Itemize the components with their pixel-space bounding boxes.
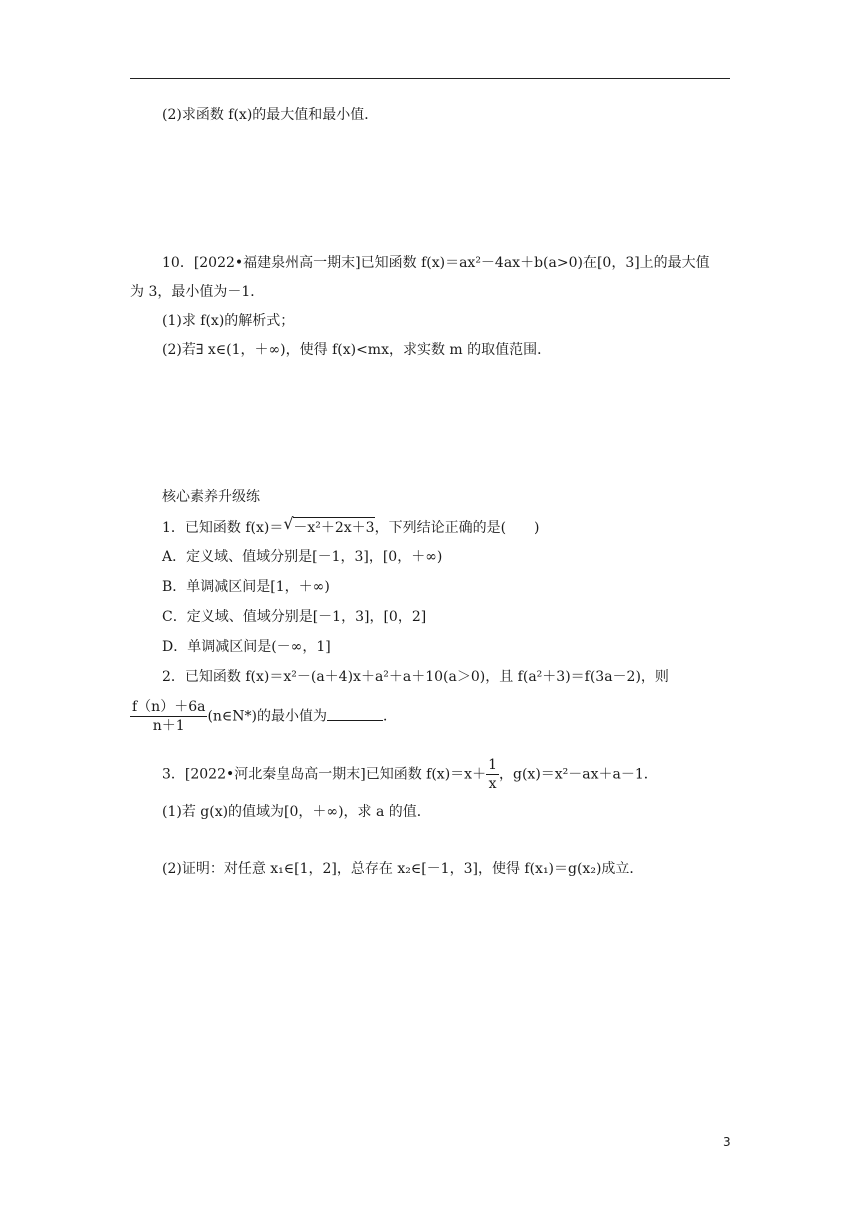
q3-stem-prefix: 3．[2022•河北秦皇岛高一期末]已知函数 f(x)＝x＋: [162, 766, 487, 783]
p9-part2: (2)求函数 f(x)的最大值和最小值．: [162, 107, 379, 123]
q1-option-b: B．单调减区间是[1，＋∞): [162, 579, 330, 595]
header-rule: [130, 78, 730, 79]
q2-period: ．: [383, 708, 398, 725]
q3-fraction-denominator: x: [488, 776, 497, 792]
section-title: 核心素养升级练: [162, 489, 260, 505]
q2-stem: 2．已知函数 f(x)＝x²－(a＋4)x＋a²＋a＋10(a＞0)，且 f(a²＋3)＝f(3a－2)，则: [162, 669, 669, 685]
q1-option-c: C．定义域、值域分别是[－1，3]，[0，2]: [162, 609, 427, 625]
q3-stem: [162, 756, 658, 793]
q3-fraction-numerator: 1: [488, 757, 497, 773]
answer-blank[interactable]: [327, 708, 383, 721]
p10-stem-line1: 10．[2022•福建泉州高一期末]已知函数 f(x)＝ax²－4ax＋b(a>0)在[0，3]上的最大值: [162, 255, 710, 271]
sqrt-expression: [283, 514, 375, 537]
q2-fraction: [130, 698, 207, 735]
p10-part2: (2)若∃ x∈(1，＋∞)，使得 f(x)<mx，求实数 m 的取值范围．: [162, 342, 552, 358]
q3-stem-suffix: ，g(x)＝x²－ax＋a－1．: [499, 766, 658, 783]
q1-stem-suffix: ，下列结论正确的是( ): [374, 520, 540, 536]
q3-fraction: [486, 756, 499, 793]
q3-part2: (2)证明：对任意 x₁∈[1，2]，总存在 x₂∈[－1，3]，使得 f(x₁)＝g(x₂)成立．: [162, 861, 644, 877]
q3-part1: (1)若 g(x)的值域为[0，＋∞)，求 a 的值．: [162, 804, 431, 820]
p10-stem-line2: 为 3，最小值为－1．: [130, 284, 265, 300]
q1-stem-prefix: 1．已知函数 f(x)＝: [162, 520, 284, 536]
page-number: 3: [723, 1135, 731, 1149]
q2-expression: [130, 698, 397, 735]
q1-stem: [162, 514, 540, 537]
radical-sign: √: [283, 514, 294, 533]
q1-option-d: D．单调减区间是(－∞，1]: [162, 639, 331, 655]
q2-fraction-numerator: f（n）＋6a: [132, 699, 206, 715]
q1-option-a: A．定义域、值域分别是[－1，3]，[0，＋∞): [162, 549, 443, 565]
q1-radicand: －x²＋2x＋3: [293, 517, 374, 537]
q2-fraction-denominator: n＋1: [152, 718, 185, 734]
p10-part1: (1)求 f(x)的解析式；: [162, 313, 295, 329]
q2-tail: (n∈N*)的最小值为: [207, 708, 328, 725]
